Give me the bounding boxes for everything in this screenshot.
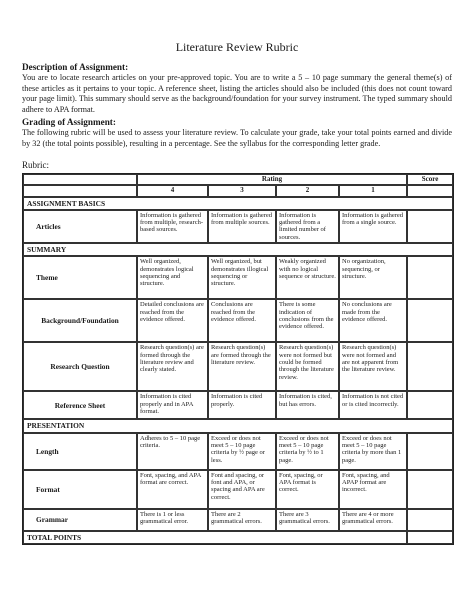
rubric-row bbox=[23, 391, 453, 419]
rubric-cell-level-4: Adheres to 5 – 10 page criteria. bbox=[137, 433, 208, 470]
rubric-cell-level-2: Research question(s) were not formed but could be formed through the literature review. bbox=[276, 342, 339, 391]
rubric-cell-level-1: No organization, sequencing, or structure. bbox=[339, 256, 407, 299]
criterion-label: Research Question bbox=[23, 342, 137, 391]
rubric-cell-level-3: Font and spacing, or font and APA, or spacing and APA are correct. bbox=[208, 470, 276, 509]
rubric-cell-level-3: Conclusions are reached from the evidence offered. bbox=[208, 299, 276, 342]
rubric-cell-level-3: Information is cited properly. bbox=[208, 391, 276, 419]
rubric-cell-level-4: Font, spacing, and APA format are correct. bbox=[137, 470, 208, 509]
rubric-cell-level-2: Information is cited, but has errors. bbox=[276, 391, 339, 419]
rubric-cell-level-3: Research question(s) are formed through the literature review. bbox=[208, 342, 276, 391]
rubric-cell-level-3: Information is gathered from multiple sources. bbox=[208, 210, 276, 243]
rubric-cell-level-1: Information is gathered from a single source. bbox=[339, 210, 407, 243]
rubric-row bbox=[23, 299, 453, 342]
rubric-cell-level-1: Exceed or does not meet 5 – 10 page criteria by more than 1 page. bbox=[339, 433, 407, 470]
rubric-cell-level-3: Well organized, but demonstrates illogical sequencing or structure. bbox=[208, 256, 276, 299]
rubric-row bbox=[23, 433, 453, 470]
rubric-cell-level-4: Information is cited properly and in APA format. bbox=[137, 391, 208, 419]
score-cell bbox=[407, 470, 453, 509]
rubric-table bbox=[22, 173, 454, 545]
rubric-cell-level-4: Well organized, demonstrates logical sequencing and structure. bbox=[137, 256, 208, 299]
rubric-cell-level-1: Research question(s) were not formed and are not apparent from the literature review. bbox=[339, 342, 407, 391]
criterion-label: Length bbox=[23, 433, 137, 470]
description-heading: Description of Assignment: bbox=[22, 62, 129, 72]
grading-text: The following rubric will be used to assess your literature review. To calculate your grade, take your total points earned and divide by 32 (the total points possible), resulting in a percentage. See the syllabus for the corresponding letter grade. bbox=[22, 128, 452, 148]
criterion-label: Grammar bbox=[23, 509, 137, 531]
rating-header: Rating bbox=[137, 174, 407, 185]
blank-score-cell bbox=[407, 185, 453, 196]
rubric-cell-level-2: Information is gathered from a limited number of sources. bbox=[276, 210, 339, 243]
section-header: ASSIGNMENT BASICS bbox=[23, 197, 453, 210]
rubric-cell-level-4: Research question(s) are formed through the literature review and clearly stated. bbox=[137, 342, 208, 391]
rubric-cell-level-4: Detailed conclusions are reached from the evidence offered. bbox=[137, 299, 208, 342]
rubric-cell-level-3: There are 2 grammatical errors. bbox=[208, 509, 276, 531]
rubric-cell-level-2: There is some indication of conclusions from the evidence offered. bbox=[276, 299, 339, 342]
level-3-header: 3 bbox=[208, 185, 276, 196]
score-header: Score bbox=[407, 174, 453, 185]
rubric-cell-level-2: Exceed or does not meet 5 – 10 page criteria by ½ to 1 page. bbox=[276, 433, 339, 470]
description-text: You are to locate research articles on your pre-approved topic. You are to write a 5 – 10 page summary the general theme(s) of these articles as it pertains to your topic. A reference sheet, listing the articles should also be included (this does not count toward your page limit). This summary should serve as the background/foundation for your survey instrument. The typed summary should adhere to APA format. bbox=[22, 73, 452, 115]
grading-heading: Grading of Assignment: bbox=[22, 117, 116, 127]
rubric-label: Rubric: bbox=[22, 160, 49, 170]
rubric-cell-level-2: Font, spacing, or APA format is correct. bbox=[276, 470, 339, 509]
blank-header-cell bbox=[23, 185, 137, 196]
score-cell bbox=[407, 433, 453, 470]
score-cell bbox=[407, 509, 453, 531]
section-header: SUMMARY bbox=[23, 243, 453, 256]
level-1-header: 1 bbox=[339, 185, 407, 196]
rubric-cell-level-4: There is 1 or less grammatical error. bbox=[137, 509, 208, 531]
rubric-cell-level-1: There are 4 or more grammatical errors. bbox=[339, 509, 407, 531]
page-title: Literature Review Rubric bbox=[175, 40, 299, 54]
rubric-cell-level-4: Information is gathered from multiple, research-based sources. bbox=[137, 210, 208, 243]
rubric-cell-level-1: Information is not cited or is cited incorrectly. bbox=[339, 391, 407, 419]
score-cell bbox=[407, 210, 453, 243]
rubric-cell-level-3: Exceed or does not meet 5 – 10 page criteria by ½ page or less. bbox=[208, 433, 276, 470]
score-cell bbox=[407, 299, 453, 342]
criterion-label: Format bbox=[23, 470, 137, 509]
rubric-cell-level-1: Font, spacing, and APAP format are incorrect. bbox=[339, 470, 407, 509]
criterion-label: Background/Foundation bbox=[23, 299, 137, 342]
level-4-header: 4 bbox=[137, 185, 208, 196]
score-cell bbox=[407, 256, 453, 299]
criterion-label: Articles bbox=[23, 210, 137, 243]
score-cell bbox=[407, 391, 453, 419]
score-cell bbox=[407, 342, 453, 391]
total-points-label: TOTAL POINTS bbox=[23, 531, 407, 544]
rubric-row bbox=[23, 256, 453, 299]
level-2-header: 2 bbox=[276, 185, 339, 196]
rubric-cell-level-2: There are 3 grammatical errors. bbox=[276, 509, 339, 531]
section-header: PRESENTATION bbox=[23, 419, 453, 432]
rubric-row bbox=[23, 342, 453, 391]
rubric-row bbox=[23, 210, 453, 243]
rubric-cell-level-2: Weakly organized with no logical sequence or structure. bbox=[276, 256, 339, 299]
rubric-cell-level-1: No conclusions are made from the evidence offered. bbox=[339, 299, 407, 342]
corner-cell bbox=[23, 174, 137, 185]
total-score-cell bbox=[407, 531, 453, 544]
criterion-label: Theme bbox=[23, 256, 137, 299]
rubric-row bbox=[23, 509, 453, 531]
criterion-label: Reference Sheet bbox=[23, 391, 137, 419]
rubric-row bbox=[23, 470, 453, 509]
